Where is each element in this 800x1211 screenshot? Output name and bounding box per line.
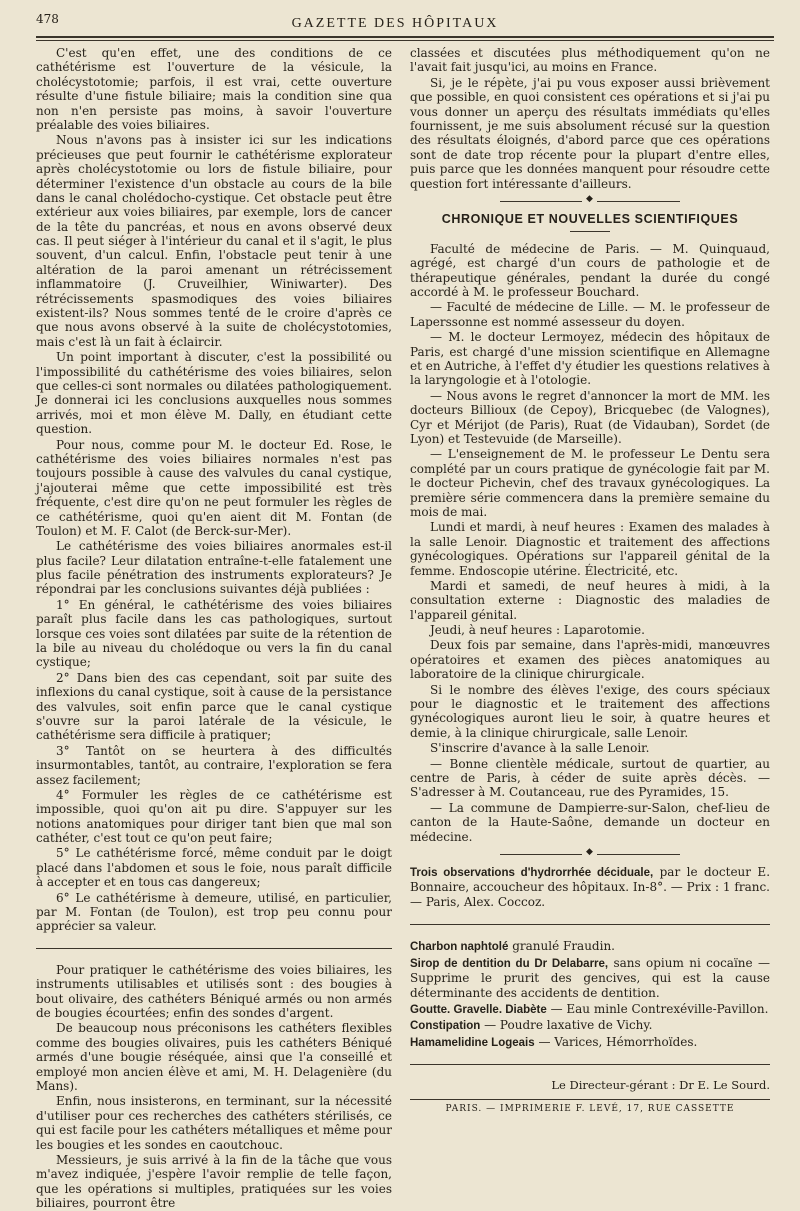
left-column — [36, 46, 392, 1211]
printer-line: PARIS. — IMPRIMERIE F. LEVÉ, 17, RUE CASSETTE — [410, 1099, 770, 1115]
paragraph: 5° Le cathétérisme forcé, même conduit par le doigt placé dans l'abdomen et sous le foie, nous paraît difficile à accepter et en tous cas dangereux; — [36, 846, 392, 890]
news-item: Faculté de médecine de Paris. — M. Quinquaud, agrégé, est chargé d'un cours de pathologie et de thérapeutique générales, pendant la durée du congé accordé à M. le professeur Bouchard. — [410, 241, 770, 300]
paragraph: 1° En général, le cathétérisme des voies biliaires paraît plus facile dans les cas pathologiques, surtout lorsque ces voies sont dilatées par suite de la rétention de la bile au niveau du cholédoque ou vers la fin du canal cystique; — [36, 597, 392, 670]
chronique-title: CHRONIQUE ET NOUVELLES SCIENTIFIQUES — [441, 211, 739, 226]
paragraph: 2° Dans bien des cas cependant, soit par suite des inflexions du canal cystique, soit à cause de la persistance des valvules, soit enfin parce que le canal cystique s'ouvre sur la paroi latérale de la vésicule, le cathétérisme sera difficile à pratiquer; — [36, 670, 392, 743]
news-item: Jeudi, à neuf heures : Laparotomie. — [430, 623, 645, 638]
paragraph: 6° Le cathétérisme à demeure, utilisé, en particulier, par M. Fontan (de Toulon), est trop peu connu pour apprécier sa valeur. — [36, 890, 392, 934]
book-title: Trois observations d'hydrorrhée déciduale, — [410, 866, 654, 879]
news-item: Lundi et mardi, à neuf heures : Examen des malades à la salle Lenoir. Diagnostic et traitement des affections gynécologiques. Opérations sur l'appareil génital de la femme. Endoscopie utérine. Électricité, etc. — [410, 520, 770, 578]
footer-divider — [410, 1064, 770, 1065]
paragraph: Messieurs, je suis arrivé à la fin de la tâche que vous m'avez indiquée, j'espère l'avoir remplie de telle façon, que les opérations si multiples, pratiquées sur les voies biliaires, pourront être — [36, 1152, 392, 1211]
paragraph: De beaucoup nous préconisons les cathéters flexibles comme des bougies olivaires, puis les cathéters Béniqué armés d'une bougie réséquée, ainsi que l'a conseillé et employé mon ancien élève et ami, M. H. Delagenière (du Mans). — [36, 1021, 392, 1093]
paragraph: Si, je le répète, j'ai pu vous exposer aussi brièvement que possible, en quoi consistent ces opérations et si j'ai pu vous donner un aperçu des résultats immédiats qu'elles fournissent, je me suis absolument récusé sur la question des résultats éloignés, d'abord parce que ces opérations sont de date trop récente pour la plupart d'entre elles, puis parce que les données manquent pour résoudre cette question fort intéressante d'ailleurs. — [410, 75, 770, 191]
news-item: Mardi et samedi, de neuf heures à midi, à la consultation externe : Diagnostic des maladies de l'appareil génital. — [410, 578, 770, 622]
paragraph: Enfin, nous insisterons, en terminant, sur la nécessité d'utiliser pour ces recherches des cathéters stérilisés, ce qui est facile pour les cathéters métalliques et même pour les bougies et les sondes en caoutchouc. — [36, 1094, 392, 1152]
book-notice — [410, 865, 770, 910]
news-item: — Nous avons le regret d'annoncer la mort de MM. les docteurs Billioux (de Cepoy), Bricquebec (de Valognes), Cyr et Mérijot (de Paris), Ruat (de Vidauban), Sordet (de Lyon) et Testevuide (de Marseille). — [410, 388, 770, 446]
ad-text: — Poudre laxative de Vichy. — [480, 1018, 653, 1033]
ads-divider — [410, 924, 770, 925]
ad-text: granulé Fraudin. — [508, 939, 615, 954]
ad-text: sans opium ni cocaïne — Supprime le prurit des gencives, qui est la cause déterminante des accidents de dentition. — [410, 955, 770, 1001]
book-details: par le docteur E. Bonnaire, accoucheur des hôpitaux. In-8°. — Prix : 1 franc. — Paris, Alex. Coccoz. — [410, 864, 771, 910]
ad-product: Charbon naphtolé — [410, 941, 509, 954]
news-item: — M. le docteur Lermoyez, médecin des hôpitaux de Paris, est chargé d'une mission scientifique en Allemagne et en Autriche, à l'effet d'y étudier les questions relatives à la laryngologie et à l'otologie. — [410, 330, 770, 388]
left-article-part2 — [36, 963, 392, 1211]
advertisement — [410, 956, 770, 1001]
ad-product: Hamamelidine Logeais — [410, 1036, 535, 1049]
right-column — [410, 46, 770, 1115]
paragraph: Pour nous, comme pour M. le docteur Ed. Rose, le cathétérisme des voies biliaires normales n'est pas toujours possible à cause des valvules du canal cystique, j'ajouterai même que cette impossibilité est très fréquente, c'est dire qu'on ne peut formuler les règles de ce cathétérisme, quoi qu'en aient dit M. Fontan (de Toulon) et M. F. Calot (de Berck-sur-Mer). — [36, 437, 392, 538]
paragraph: 3° Tantôt on se heurtera à des difficultés insurmontables, tantôt, au contraire, l'exploration se fera assez facilement; — [36, 743, 392, 787]
title-rule — [570, 231, 610, 232]
director-signature: Le Directeur-gérant : Dr E. Le Sourd. — [551, 1078, 770, 1093]
paragraph: Le cathétérisme des voies biliaires anormales est-il plus facile? Leur dilatation entraîne-t-elle fatalement une plus facile pénétration des instruments explorateurs? Je répondrai par les conclusions suivantes déjà publiées : — [36, 539, 392, 597]
advertisement — [410, 1035, 770, 1050]
ad-product: Goutte. Gravelle. Diabète — [410, 1004, 547, 1017]
header-rule — [36, 36, 774, 38]
ornament-divider — [500, 854, 680, 855]
news-item: — L'enseignement de M. le professeur Le Dentu sera complété par un cours pratique de gynécologie fait par M. le docteur Pichevin, chef des travaux gynécologiques. La première série commencera dans la première semaine du mois de mai. — [410, 447, 770, 519]
news-item: — Faculté de médecine de Lille. — M. le professeur de Laperssonne est nommé assesseur du doyen. — [410, 300, 770, 329]
paragraph: classées et discutées plus méthodiquement qu'on ne l'avait fait jusqu'ici, au moins en France. — [410, 46, 770, 75]
advertisement — [410, 1002, 770, 1017]
news-item: — Bonne clientèle médicale, surtout de quartier, au centre de Paris, à céder de suite après décès. — S'adresser à M. Coutanceau, rue des Pyramides, 15. — [410, 756, 770, 800]
ad-text: — Eau minle Contrexéville-Pavillon. — [546, 1002, 769, 1017]
ornament-divider — [500, 201, 680, 202]
page-number: 478 — [36, 12, 59, 26]
ad-product: Sirop de dentition du Dr Delabarre, — [410, 957, 609, 970]
section-divider — [36, 948, 392, 949]
left-article-part1 — [36, 46, 392, 934]
paragraph: 4° Formuler les règles de ce cathétérisme est impossible, quoi qu'on ait pu dire. S'appuyer sur les notions anatomiques pour diriger tant bien que mal son cathéter, c'est tout ce qu'on peut faire; — [36, 787, 392, 846]
page-header-title: GAZETTE DES HÔPITAUX — [291, 16, 499, 31]
advertisement — [410, 1018, 770, 1033]
paragraph: Pour pratiquer le cathétérisme des voies biliaires, les instruments utilisables et utilisés sont : des bougies à bout olivaire, des cathéters Béniqué armés ou non armés de bougies écourtées; enfin des sondes d'argent. — [36, 962, 392, 1020]
paragraph: C'est qu'en effet, une des conditions de ce cathétérisme est l'ouverture de la vésicule, la cholécystotomie; parfois, il est vrai, cette ouverture résulte d'une fistule biliaire; mais la condition sine qua non n'en persiste pas moins, à savoir l'ouverture préalable des voies biliaires. — [36, 46, 392, 132]
news-item: Deux fois par semaine, dans l'après-midi, manœuvres opératoires et examen des pièces anatomiques au laboratoire de la clinique chirurgicale. — [410, 638, 770, 682]
advertisement — [410, 939, 770, 954]
news-item: S'inscrire d'avance à la salle Lenoir. — [430, 741, 650, 756]
news-item: Si le nombre des élèves l'exige, des cours spéciaux pour le diagnostic et le traitement des affections gynécologiques auront lieu le soir, à quatre heures et demie, à la clinique chirurgicale, salle Lenoir. — [410, 682, 770, 740]
paragraph: Nous n'avons pas à insister ici sur les indications précieuses que peut fournir le cathétérisme explorateur après cholécystotomie ou lors de fistule biliaire, pour déterminer l'existence d'un obstacle au cours de la bile dans le canal cholédocho-cystique. Cet obstacle peut être extérieur aux voies biliaires, par exemple, lors de cancer de la tête du pancréas, et nous en avons observé deux cas. Il peut siéger à l'intérieur du canal et il s'agit, le plus souvent, d'un calcul. Enfin, l'obstacle peut tenir à une altération de la paroi amenant un rétrécissement inflammatoire (J. Cruveilhier, Winiwarter). Des rétrécissements spasmodiques des voies biliaires existent-ils? Nous sommes tenté de le croire d'après ce que nous avons observé à la suite de cholécystotomies, mais c'est là un fait à éclaircir. — [36, 133, 392, 349]
news-item: — La commune de Dampierre-sur-Salon, chef-lieu de canton de la Haute-Saône, demande un docteur en médecine. — [410, 800, 770, 844]
ad-product: Constipation — [410, 1020, 481, 1033]
ad-text: — Varices, Hémorrhoïdes. — [534, 1034, 698, 1049]
paragraph: Un point important à discuter, c'est la possibilité ou l'impossibilité du cathétérisme des voies biliaires, selon que celles-ci sont normales ou dilatées pathologiquement. Je donnerai ici les conclusions auxquelles nous sommes arrivés, moi et mon élève M. Dally, en étudiant cette question. — [36, 350, 392, 437]
header-rule-thin — [36, 40, 774, 41]
